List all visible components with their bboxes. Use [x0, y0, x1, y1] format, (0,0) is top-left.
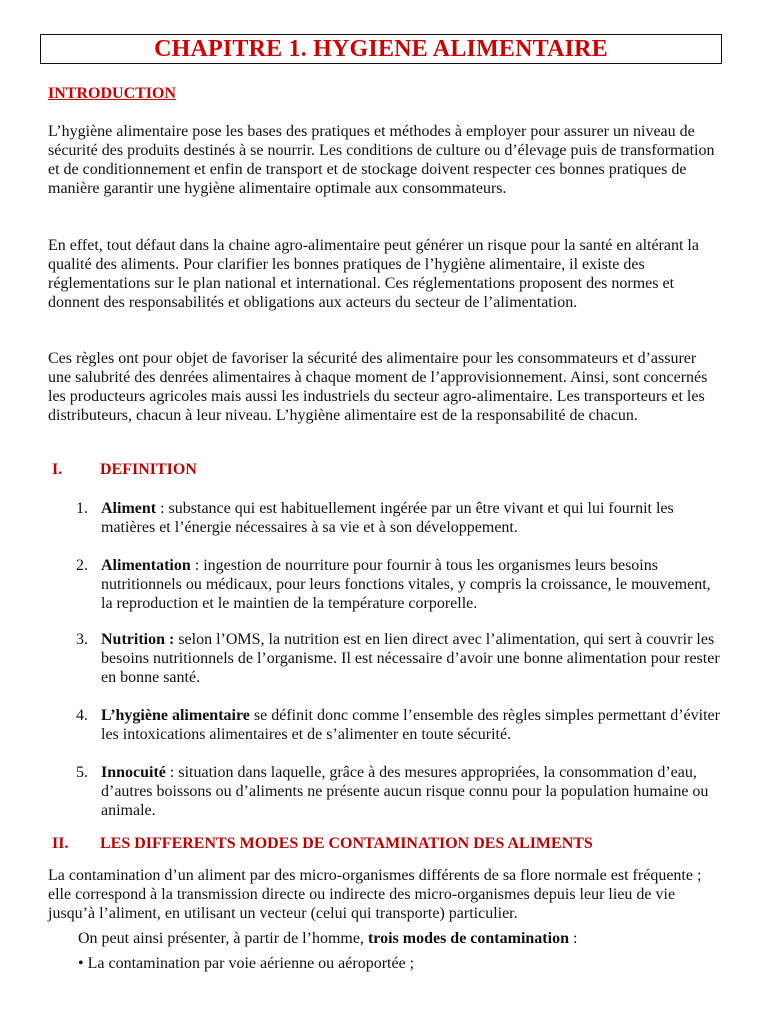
definition-text: selon l’OMS, la nutrition est en lien direct avec l’alimentation, qui sert à couvrir les besoins nutritionnels de l’organisme. Il est nécessaire d’avoir une bonne alimentation pour rester en bonne santé.	[101, 631, 720, 686]
modes-prefix: On peut ainsi présenter, à partir de l’homme,	[78, 930, 368, 947]
contamination-bullet-item: • La contamination par voie aérienne ou aéroportée ;	[78, 955, 415, 972]
section-1-number: I.	[52, 461, 63, 478]
definition-term: Alimentation	[101, 557, 191, 574]
definition-body	[101, 630, 721, 687]
definition-text: : substance qui est habituellement ingérée par un être vivant et qui lui fournit les matières et l’énergie nécessaires à sa vie et à son développement.	[101, 500, 674, 536]
definition-term: Innocuité	[101, 764, 166, 781]
section-1-title: DEFINITION	[100, 461, 197, 478]
intro-paragraph-3: Ces règles ont pour objet de favoriser la sécurité des alimentaire pour les consommateurs et d’assurer une salubrité des denrées alimentaires à chaque moment de l’approvisionnement. Ainsi, sont concernés les producteurs agricoles mais aussi les industriels du secteur agro-alimentaire. Les transporteurs et les distributeurs, chacun à leur niveau. L’hygiène alimentaire est de la responsabilité de chacun.	[48, 350, 708, 424]
chapter-title: CHAPITRE 1. HYGIENE ALIMENTAIRE	[154, 35, 608, 62]
definition-text: se définit donc comme l’ensemble des règles simples permettant d’éviter les intoxications alimentaires et de s’alimenter en toute sécurité.	[101, 707, 720, 743]
definition-term: Aliment	[101, 500, 157, 517]
section-2-paragraph: La contamination d’un aliment par des micro-organismes différents de sa flore normale est fréquente ; elle correspond à la transmission directe ou indirecte des micro-organismes depuis leur lieu de vie jusqu’à l’aliment, en utilisant un vecteur (celui qui transporte) particulier.	[48, 867, 702, 922]
definition-number: 1.	[76, 500, 88, 517]
definition-body	[101, 706, 721, 744]
definition-body	[101, 556, 721, 613]
intro-paragraph-1: L’hygiène alimentaire pose les bases des pratiques et méthodes à employer pour assurer un niveau de sécurité des produits destinés à se nourrir. Les conditions de culture ou d’élevage puis de transformation et de conditionnement et enfin de transport et de stockage doivent respecter ces bonnes pratiques de manière garantir une hygiène alimentaire optimale aux consommateurs.	[48, 123, 715, 197]
contamination-modes-line	[78, 929, 577, 948]
definition-body	[101, 499, 721, 537]
section-2-title: LES DIFFERENTS MODES DE CONTAMINATION DES ALIMENTS	[100, 835, 593, 852]
intro-paragraph-2: En effet, tout défaut dans la chaine agro-alimentaire peut générer un risque pour la santé en altérant la qualité des aliments. Pour clarifier les bonnes pratiques de l’hygiène alimentaire, il existe des réglementations sur le plan national et international. Ces réglementations proposent des normes et donnent des responsabilités et obligations aux acteurs du secteur de l’alimentation.	[48, 237, 699, 311]
definition-term: L’hygiène alimentaire	[101, 707, 250, 724]
introduction-heading: INTRODUCTION	[48, 85, 177, 102]
definition-text: : situation dans laquelle, grâce à des mesures appropriées, la consommation d’eau, d’autres boissons ou d’aliments ne présente aucun risque connu pour la population humaine ou animale.	[101, 764, 709, 819]
definition-text: : ingestion de nourriture pour fournir à tous les organismes leurs besoins nutritionnels ou médicaux, pour leurs fonctions vitales, y compris la croissance, le mouvement, la reproduction et le maintien de la température corporelle.	[101, 557, 711, 612]
modes-suffix: :	[568, 930, 578, 947]
chapter-title-box	[40, 34, 722, 64]
modes-emphasis: trois modes de contamination	[367, 930, 569, 947]
definition-number: 2.	[76, 557, 88, 574]
definition-body	[101, 763, 721, 820]
section-2-number: II.	[52, 835, 69, 852]
definition-term: Nutrition :	[101, 631, 175, 648]
definition-number: 3.	[76, 631, 88, 648]
definition-number: 4.	[76, 707, 88, 724]
definition-number: 5.	[76, 764, 88, 781]
